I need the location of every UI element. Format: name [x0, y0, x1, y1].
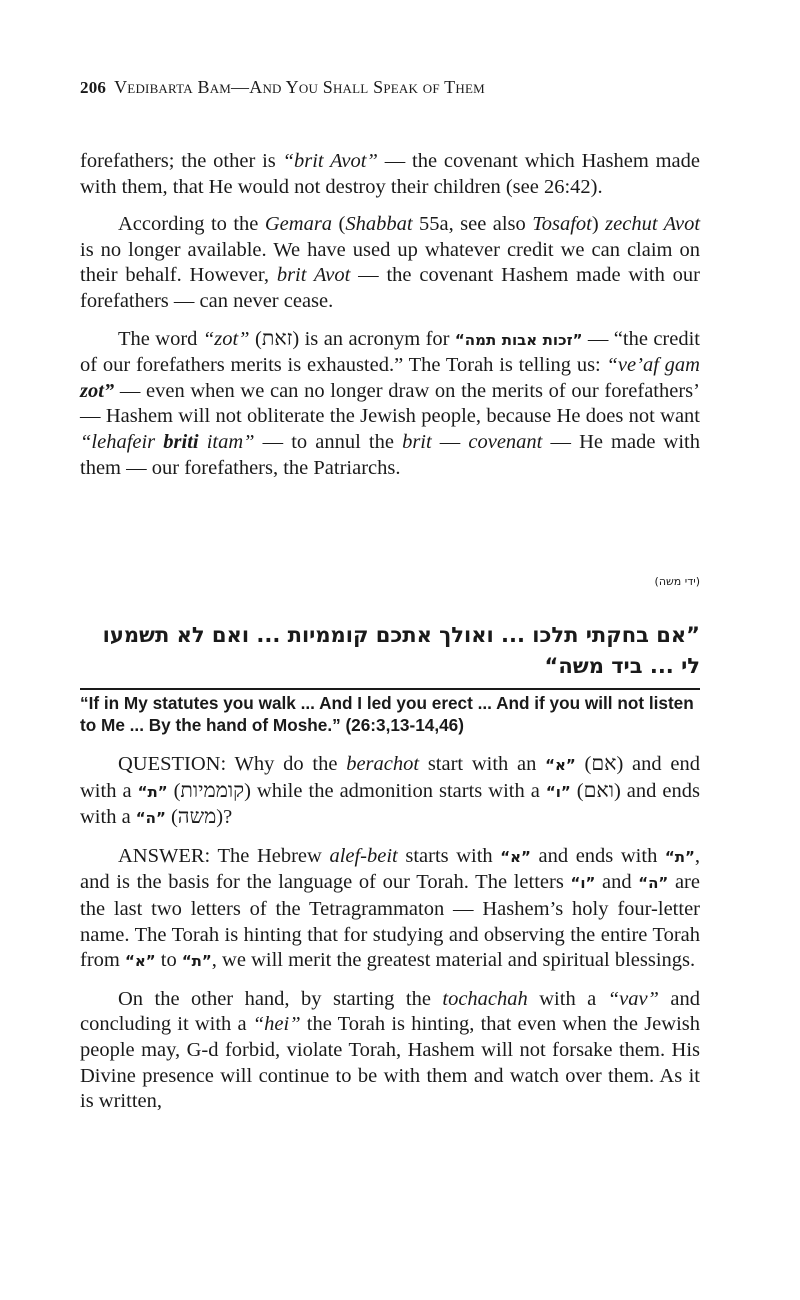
paragraph-zot: The word “zot” (זאת) is an acronym for ”זכות אבות תמה“ — “the credit of our forefathers merits is exhausted.” The Torah is telling us: “ve’af gam zot” — even when we can no longer draw on the merits of our forefathers’ — Hashem will not obliterate the Jewish people, because He does not want “lehafeir briti itam” — to annul the brit — covenant — He made with them — our forefathers, the Patriarchs.: [80, 327, 700, 479]
hebrew-verse-heading: ”אם בחקתי תלכו ... ואולך אתכם קוממיות ... ואם לא תשמעו לי ... ביד משה“: [102, 623, 700, 678]
paragraph-brit-avot: forefathers; the other is “brit Avot” — the covenant which Hashem made with them, that He would not destroy their children (see 26:42).: [80, 150, 700, 198]
running-header: [80, 77, 485, 98]
section-two: [80, 752, 700, 1115]
paragraph-tochachah: On the other hand, by starting the tochachah with a “vav” and concluding it with a “hei” the Torah is hinting, that even when the Jewish people may, G-d forbid, violate Torah, Hashem will not forsake them. His Divine presence will continue to be with them and watch over them. As it is written,: [80, 987, 701, 1113]
paragraph-question: QUESTION: Why do the berachot start with an ”א“ (אם) and end with a ”ת“ (קוממיות) while the admonition starts with a ”ו“ (ואם) and ends with a ”ה“ (משה)?: [80, 753, 701, 829]
book-title: Vedibarta Bam—And You Shall Speak of Them: [114, 77, 485, 97]
paragraph-answer: ANSWER: The Hebrew alef-beit starts with ”א“ and ends with ”ת“, and is the basis for the language of our Torah. The letters ”ו“ and ”ה“ are the last two letters of the Tetragrammaton — Hashem’s holy four-letter name. The Torah is hinting that for studying and observing the entire Torah from ”א“ to ”ת“, we will merit the greatest material and spiritual blessings.: [80, 844, 701, 972]
source-citation: (ידי משה): [654, 575, 700, 588]
page-number: 206: [80, 78, 107, 97]
heading-divider: [80, 688, 700, 690]
paragraph-gemara: According to the Gemara (Shabbat 55a, see also Tosafot) zechut Avot is no longer available. We have used up whatever credit we can claim on their behalf. However, brit Avot — the covenant Hashem made with our forefathers — can never cease.: [80, 213, 701, 312]
english-verse-heading: “If in My statutes you walk ... And I led you erect ... And if you will not listen to Me ... By the hand of Moshe.” (26:3,13-14,46): [80, 693, 694, 735]
section-one: [80, 149, 700, 481]
